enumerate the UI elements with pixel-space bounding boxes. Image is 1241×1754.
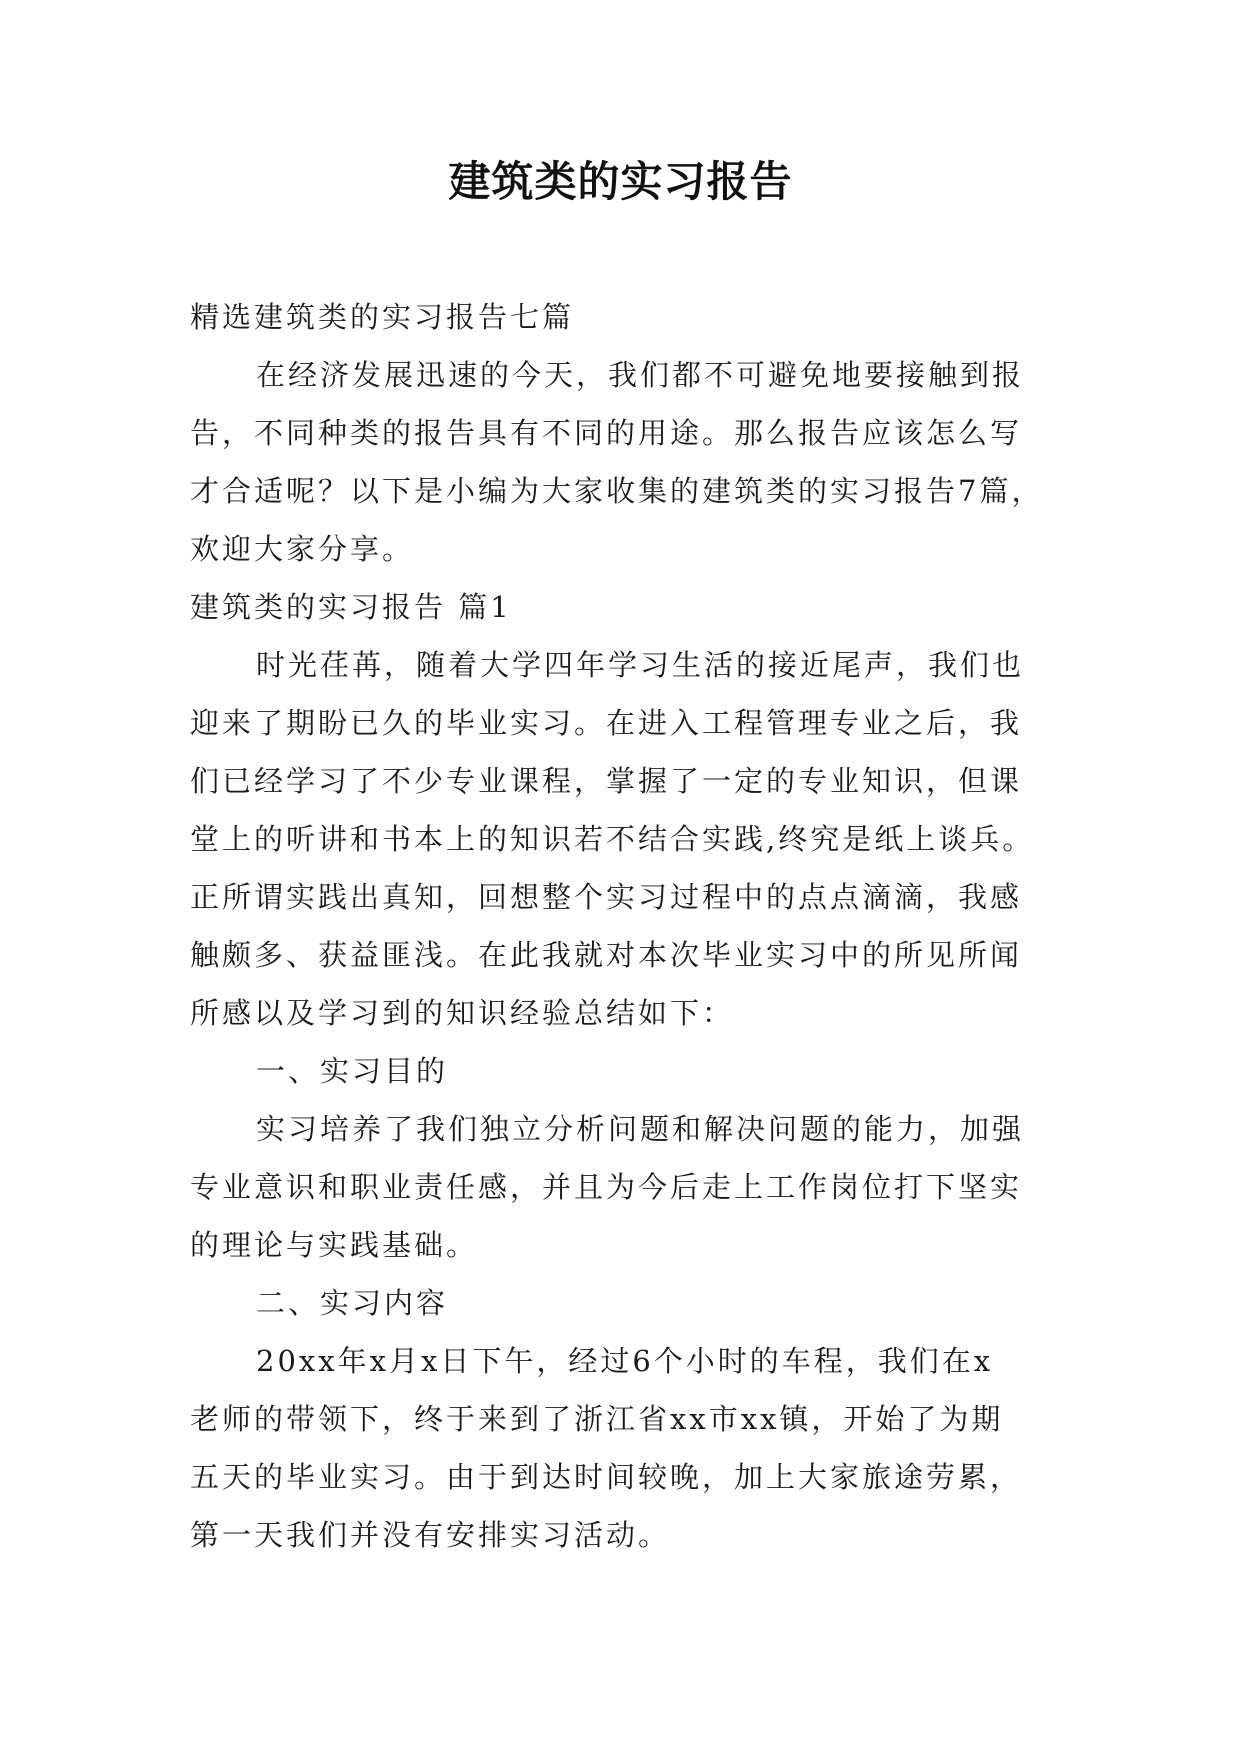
- text-line: 一、实习目的: [256, 1054, 449, 1088]
- text-line: 时光荏苒，随着大学四年学习生活的接近尾声，我们也: [256, 648, 1025, 682]
- text-line: 二、实习内容: [256, 1286, 449, 1320]
- text-line: 的理论与实践基础。: [190, 1228, 479, 1262]
- text-line: 五天的毕业实习。由于到达时间较晚，加上大家旅途劳累，: [190, 1460, 1023, 1494]
- text-line: 们已经学习了不少专业课程，掌握了一定的专业知识，但课: [190, 764, 1023, 798]
- text-line: 在经济发展迅速的今天，我们都不可避免地要接触到报: [256, 358, 1025, 392]
- text-line: 堂上的听讲和书本上的知识若不结合实践,终究是纸上谈兵。: [190, 822, 1035, 856]
- text-line: 所感以及学习到的知识经验总结如下：: [190, 996, 735, 1030]
- text-line: 实习培养了我们独立分析问题和解决问题的能力，加强: [256, 1112, 1025, 1146]
- text-line: 欢迎大家分享。: [190, 532, 415, 566]
- text-line: 触颇多、获益匪浅。在此我就对本次毕业实习中的所见所闻: [190, 938, 1023, 972]
- text-line: 迎来了期盼已久的毕业实习。在进入工程管理专业之后，我: [190, 706, 1023, 740]
- text-line: 正所谓实践出真知，回想整个实习过程中的点点滴滴，我感: [190, 880, 1023, 914]
- text-line: 老师的带领下，终于来到了浙江省xx市xx镇，开始了为期: [190, 1402, 1004, 1436]
- text-line: 20xx年x月x日下午，经过6个小时的车程，我们在x: [256, 1344, 994, 1378]
- text-line: 告，不同种类的报告具有不同的用途。那么报告应该怎么写: [190, 416, 1023, 450]
- text-line: 才合适呢？以下是小编为大家收集的建筑类的实习报告7篇，: [190, 474, 1044, 508]
- document-title: 建筑类的实习报告: [448, 157, 793, 206]
- text-line: 第一天我们并没有安排实习活动。: [190, 1518, 671, 1552]
- document-body: [190, 288, 1060, 1564]
- text-line: 建筑类的实习报告 篇1: [190, 590, 512, 624]
- text-line: 精选建筑类的实习报告七篇: [190, 300, 575, 334]
- text-line: 专业意识和职业责任感，并且为今后走上工作岗位打下坚实: [190, 1170, 1023, 1204]
